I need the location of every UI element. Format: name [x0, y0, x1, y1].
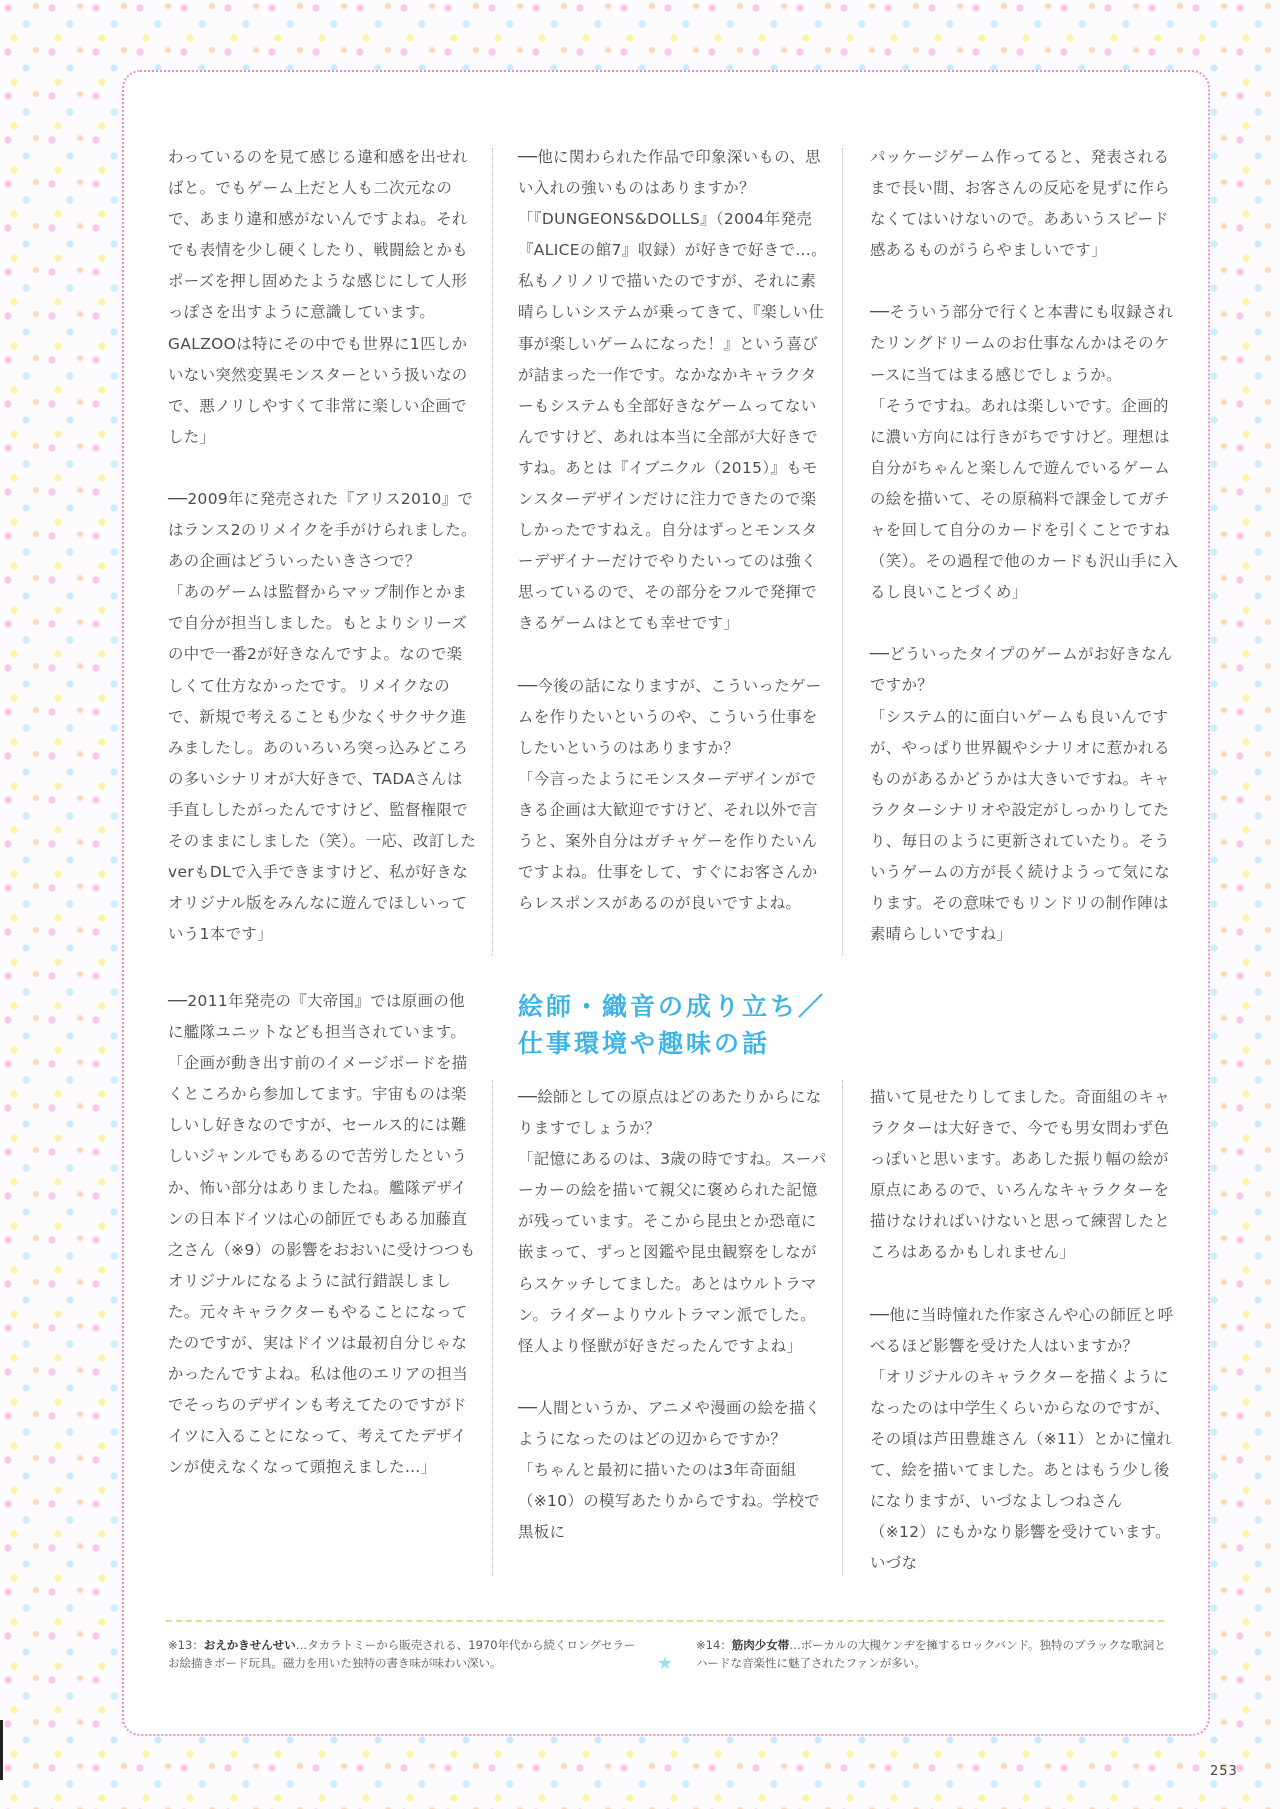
footnote-14 — [696, 1636, 1168, 1672]
interview-question: ──どういったタイプのゲームがお好きなんですか？ — [870, 645, 1173, 695]
interview-answer: 「ちゃんと最初に描いたのは3年奇面組（※10）の模写あたりからですね。学校で黒板に — [518, 1461, 820, 1542]
interview-question: ──他に関わられた作品で印象深いもの、思い入れの強いものはありますか？ — [518, 148, 821, 198]
section-heading-line-1: 絵師・織音の成り立ち／ — [518, 992, 827, 1021]
footnote-term: 筋肉少女帯 — [731, 1638, 790, 1652]
scan-edge-mark — [0, 1720, 3, 1780]
footnote-text: …タカラトミーから販売される、1970年代から続くロングセラーお絵描きボード玩具。磁力を用いた独特の書き味が味わい深い。 — [168, 1638, 636, 1670]
column-bottom-1 — [168, 986, 478, 1484]
interview-answer: 「今言ったようにモンスターデザインができる企画は大歓迎ですけど、それ以外で言うと、案外自分はガチャゲーを作りたいんですよね。仕事をして、すぐにお客さんからレスポンスがあるのが良いですよね。 — [518, 769, 819, 913]
column-top-1 — [168, 142, 478, 950]
interview-answer: 「システム的に面白いゲームも良いんですが、やっぱり世界観やシナリオに惹かれるものがあるかどうかは大きいですね。キャラクターシナリオや設定がしっかりしてたり、毎日のように更新されていたり。そういうゲームの方が長く続けようって気になります。その意味でもリンドリの制作陣は素晴らしいですね」 — [870, 707, 1171, 944]
footnote-rule — [166, 1620, 1164, 1622]
paragraph: パッケージゲーム作ってると、発表されるまで長い間、お客さんの反応を見ずに作らなくてはいけないので。ああいうスピード感あるものがうらやましいです」 — [870, 148, 1171, 260]
column-divider — [842, 1080, 843, 1576]
footnote-text: …ボーカルの大槻ケンヂを擁するロックバンド。独特のブラックな歌詞とハードな音楽性に魅了されたファンが多い。 — [696, 1638, 1166, 1670]
section-heading-line-2: 仕事環境や趣味の話 — [518, 1029, 771, 1058]
footnote-mark: ※14： — [696, 1638, 732, 1652]
column-top-2 — [518, 142, 828, 919]
footnote-term: おえかきせんせい — [203, 1638, 296, 1652]
interview-answer: 「あのゲームは監督からマップ制作とかまで自分が担当しました。もとよりシリーズの中で一番2が好きなんですよ。なので楽しくて仕方なかったです。リメイクなので、新規で考えることも少なくサクサク進みましたし。あのいろいろ突っ込みどころの多いシナリオが大好きで、TADAさんは手直ししたがったんですけど、監督権限でそのままにしました（笑）。一応、改訂したverもDLで入手できますけど、私が好きなオリジナル版をみんなに遊んでほしいっていう1本です」 — [168, 583, 477, 944]
interview-question: ──他に当時憧れた作家さんや心の師匠と呼べるほど影響を受けた人はいますか？ — [870, 1305, 1174, 1355]
star-icon: ★ — [656, 1653, 674, 1674]
interview-question: ──2011年発売の『大帝国』では原画の他に艦隊ユニットなども担当されています。 — [168, 992, 467, 1042]
footnote-13 — [168, 1636, 640, 1672]
section-heading — [518, 988, 848, 1062]
column-bottom-2 — [518, 1082, 828, 1548]
column-divider — [842, 148, 843, 956]
page-number: 253 — [1210, 1764, 1238, 1779]
column-top-3 — [870, 142, 1180, 950]
interview-answer: 「『DUNGEONS&DOLLS』（2004年発売『ALICEの館7』収録）が好きで好きで…。私もノリノリで描いたのですが、それに素晴らしいシステムが乗ってきて、『楽しい仕事が楽しいゲームになった！』という喜びが詰まった一作です。なかなかキャラクターもシステムも全部好きなゲームってないんですけど、あれは本当に全部が大好きですね。あとは『イブニクル（2015）』もモンスターデザインだけに注力できたので楽しかったですねえ。自分はずっとモンスターデザイナーだけでやりたいってのは強く思っているので、その部分をフルで発揮できるゲームはとても幸せです」 — [518, 210, 827, 633]
paragraph: 描いて見せたりしてました。奇面組のキャラクターは大好きで、今でも男女問わず色っぽいと思います。ああした振り幅の絵が原点にあるので、いろんなキャラクターを描けなければいけないと思って練習したところはあるかもしれません」 — [870, 1088, 1171, 1262]
column-divider — [492, 1080, 493, 1576]
interview-question: ──人間というか、アニメや漫画の絵を描くようになったのはどの辺からですか？ — [518, 1398, 821, 1448]
interview-question: ──そういう部分で行くと本書にも収録されたリングドリームのお仕事なんかはそのケースに当てはまる感じでしょうか。 — [870, 303, 1174, 384]
footnote-mark: ※13： — [168, 1638, 204, 1652]
interview-question: ──2009年に発売された『アリス2010』ではランス2のリメイクを手がけられました。あの企画はどういったいきさつで？ — [168, 489, 477, 571]
interview-answer: 「企画が動き出す前のイメージボードを描くところから参加してます。宇宙ものは楽しいし好きなのですが、セールス的には難しいジャンルでもあるので苦労したというか、怖い部分はありましたね。艦隊デザインの日本ドイツは心の師匠でもある加藤直之さん（※9）の影響をおおいに受けつつもオリジナルになるように試行錯誤しました。元々キャラクターもやることになってたのですが、実はドイツは最初自分じゃなかったんですよね。私は他のエリアの担当でそっちのデザインも考えてたのですがドイツに入ることになって、考えてたデザインが使えなくなって頭抱えました…」 — [168, 1054, 476, 1477]
interview-answer: 「そうですね。あれは楽しいです。企画的に濃い方向には行きがちですけど。理想は自分がちゃんと楽しんで遊んでいるゲームの絵を描いて、その原稿料で課金してガチャを回して自分のカードを引くことですね（笑）。その過程で他のカードも沢山手に入るし良いことづくめ」 — [870, 396, 1179, 602]
column-divider — [492, 148, 493, 956]
interview-answer: 「記憶にあるのは、3歳の時ですね。スーパーカーの絵を描いて親父に褒められた記憶が残っています。そこから昆虫とか恐竜に嵌まって、ずっと図鑑や昆虫観察をしながらスケッチしてました。あとはウルトラマン。ライダーよりウルトラマン派でした。怪人より怪獣が好きだったんですよね」 — [518, 1150, 827, 1355]
interview-question: ──絵師としての原点はどのあたりからになりますでしょうか？ — [518, 1088, 822, 1138]
column-bottom-3 — [870, 1082, 1180, 1579]
interview-answer: 「オリジナルのキャラクターを描くようになったのは中学生くらいからなのですが、その頃は芦田豊雄さん（※11）とかに憧れて、絵を描いてました。あとはもう少し後になりますが、いづなよしつねさん（※12）にもかなり影響を受けています。いづな — [870, 1367, 1173, 1573]
interview-question: ──今後の話になりますが、こういったゲームを作りたいというのや、こういう仕事をしたいというのはありますか？ — [518, 676, 822, 757]
paragraph: わっているのを見て感じる違和感を出せればと。でもゲーム上だと人も二次元なので、あまり違和感がないんですよね。それでも表情を少し硬くしたり、戦闘絵とかもポーズを押し固めたような感じにして人形っぽさを出すように意識しています。GALZOOは特にその中でも世界に1匹しかいない突然変異モンスターという扱いなので、悪ノリしやすくて非常に楽しい企画でした」 — [168, 148, 469, 446]
